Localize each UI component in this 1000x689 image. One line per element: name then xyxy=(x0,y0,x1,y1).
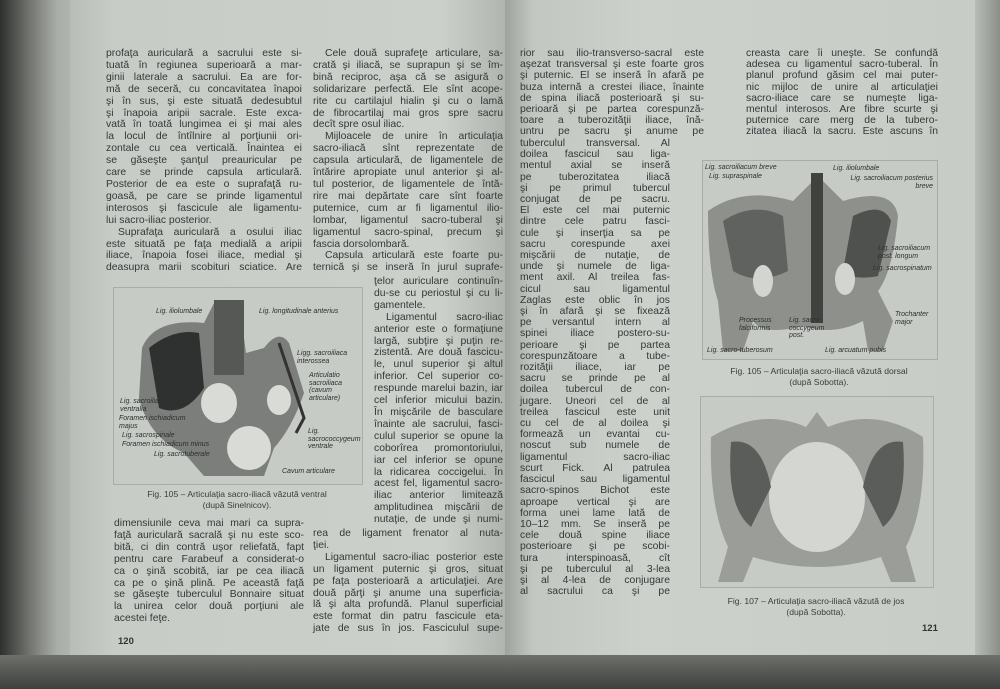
caption-line: Fig. 105 – Articulaţia sacro-iliacă văzută ventral xyxy=(147,489,327,499)
text-line: coborîrea promontoriului, xyxy=(374,442,503,454)
text-line: şi puternic. El se inseră în afară pe xyxy=(520,70,704,82)
table-surface xyxy=(0,655,1000,689)
text-line: două părţi şi anume una superficia- xyxy=(313,587,503,599)
figure-caption-inferior xyxy=(700,596,932,618)
text-line: bită, ci din contră uşor reliefată, fapt xyxy=(114,541,304,553)
page-number-right: 121 xyxy=(922,623,938,634)
text-line: şi în sus, şi este situată dedesubtul xyxy=(106,95,302,107)
fig-label: Trochanter major xyxy=(895,311,929,326)
right-col2 xyxy=(746,48,938,138)
text-line: şi în afară şi se fixează xyxy=(520,306,670,318)
text-line: lombar, ligamentul sacro-tuberal şi xyxy=(313,214,503,226)
fig-label: Lig. sacrospinale xyxy=(122,432,175,439)
left-col1-bottom xyxy=(114,518,304,625)
text-line: gamentele. xyxy=(374,299,426,311)
fig-label: Lig. iliolumbale xyxy=(156,308,203,315)
text-line: Mijloacele de unire în articulaţia xyxy=(325,131,503,143)
text-line: capsula articulară, de ligamentele de xyxy=(313,155,503,167)
text-line: puternice care merg de la tubero- xyxy=(746,115,938,127)
fig-label: Ligg. sacroiliaca interossea xyxy=(297,350,348,365)
text-line: aşezat transversal şi este foarte gros xyxy=(520,59,704,71)
text-line: du-se cu periostul şi cu li- xyxy=(374,287,503,299)
text-line: cu cel de al doilea şi xyxy=(520,418,670,430)
text-line: puternice, cum ar fi ligamentul ilio- xyxy=(313,202,503,214)
text-line: adesea cu ligamentul sacro-tuberal. În xyxy=(746,59,938,71)
text-line: cele două spine iliace xyxy=(520,530,670,542)
text-line: respunde marelui bazin, iar xyxy=(374,383,503,395)
text-line: pe tuberozitatea iliacă xyxy=(520,171,670,183)
text-line: dimensiunile ceva mai mari ca supra- xyxy=(114,518,304,529)
text-line: treilea fascicul este unit xyxy=(520,406,670,418)
text-line: profaţa auriculară a sacrului este si- xyxy=(106,48,302,59)
text-line: deasupra marii scobituri sciatice. Are xyxy=(106,262,302,274)
figure-ventral xyxy=(113,287,363,485)
text-line: culul superior se opune la xyxy=(374,430,503,442)
text-line: tul posterior, de ligamentele de întă- xyxy=(313,178,503,190)
fig-label: Foramen ischiadicum minus xyxy=(122,441,210,448)
right-col1-narrow xyxy=(520,138,670,597)
text-line: formează un evantai cu- xyxy=(520,429,670,441)
text-line: Ligamentul sacro-iliac posterior este xyxy=(325,551,503,563)
text-line: 10–12 mm. Se inseră pe xyxy=(520,518,670,530)
book-right-edge xyxy=(975,0,1000,660)
text-line: ca pe o şină plină. Pe această faţă xyxy=(114,577,304,589)
caption-line: (după Sobotta). xyxy=(786,607,846,617)
text-line: al sacrului ca şi pe xyxy=(520,586,670,598)
text-line: Ligamentul sacro-iliac xyxy=(386,311,503,323)
text-line: Capsula articulară este foarte pu- xyxy=(325,250,503,262)
text-line: buza internă a crestei iliace, înainte xyxy=(520,81,704,93)
left-col2-narrow xyxy=(374,276,503,526)
text-line: doilea tubercul de con- xyxy=(520,384,670,396)
caption-line: Fig. 107 – Articulaţia sacro-iliacă văzută de jos xyxy=(727,596,905,606)
text-line: cule şi inserţia sa pe xyxy=(520,227,670,239)
text-line: tuată în regiunea superioară a mar- xyxy=(106,59,302,71)
text-line: rea de ligament frenator al nuta- xyxy=(313,528,503,539)
text-line: care se prinde capsula articulară. xyxy=(106,167,302,179)
fig-label: Lig. sacrospinatum xyxy=(873,265,932,272)
text-line: dintre cele patru fasci- xyxy=(520,216,670,228)
page-number-left: 120 xyxy=(118,636,134,647)
text-line: sacro-iliacă sînt reprezentate de xyxy=(313,143,503,155)
text-line: sacru se prinde pe al xyxy=(520,373,670,385)
fig-label: Lig. sacroiliacum posterius breve xyxy=(850,175,933,190)
text-line: El este cel mai puternic xyxy=(520,205,670,217)
text-line: Suprafaţa auriculară a osului iliac xyxy=(118,226,302,238)
text-line: forma unei lame lată de xyxy=(520,507,670,519)
text-line: de spina iliacă posterioară şi su- xyxy=(520,92,704,104)
text-line: sacro-spinos Bichot este xyxy=(520,485,670,497)
text-line: amplitudinea mişcării de xyxy=(374,502,503,514)
text-line: ligamentul sacro-iliac xyxy=(520,451,670,463)
text-line: la locul de întîlnire al porţiunii ori- xyxy=(106,131,302,143)
text-line: fascia dorsolombară. xyxy=(313,238,410,250)
fig-label: Lig. sacrotuberale xyxy=(154,451,210,458)
text-line: ginii laterale a sacrului. Ea are for- xyxy=(106,71,302,83)
text-line: şi al 4-lea de conjugare xyxy=(520,574,670,586)
text-line: scurt Fick. Al patrulea xyxy=(520,462,670,474)
text-line: iliace, înapoia fosei iliace, medial şi xyxy=(106,250,302,262)
text-line: zontale cu cea verticală. Înaintea ei xyxy=(106,143,302,155)
text-line: anterior este o formaţiune xyxy=(374,323,503,335)
fig-label: Articulatio sacroiliaca (cavum articulare) xyxy=(309,372,343,402)
text-line: mă de seceră, cu concavitatea înapoi xyxy=(106,83,302,95)
text-line: şi înapoia aripii sacrale. Este exca- xyxy=(106,107,302,119)
fig-label: Lig. supraspinale xyxy=(709,173,762,180)
text-line: nic mijloc de unire al articulaţiei xyxy=(746,81,938,93)
text-line: ternică şi se inseră în jurul suprafe- xyxy=(313,262,503,274)
text-line: perioară şi pe partea corespunză- xyxy=(520,104,704,116)
text-line: este format din patru fascicule eta- xyxy=(313,611,503,623)
text-line: tuberculul transversal. Al xyxy=(520,138,670,149)
text-line: jugare. Uneori cel de al xyxy=(520,395,670,407)
left-col1-top xyxy=(106,48,302,274)
fig-label: Lig. sacroiliacum post. longum xyxy=(878,245,931,260)
text-line: ţelor auriculare continuîn- xyxy=(374,276,503,287)
left-col2-bottom xyxy=(313,528,503,635)
fig-label: Lig. sacrococcygeum ventrale xyxy=(308,428,361,450)
text-line: pe faţa posterioară a articulaţiei. Are xyxy=(313,575,503,587)
text-line: Posterior de ea este o suprafaţă ru- xyxy=(106,178,302,190)
text-line: ligamentul sacro-spinal, precum şi xyxy=(313,226,503,238)
text-line: un ligament puternic şi gros, situat xyxy=(313,563,503,575)
figure-caption-ventral xyxy=(113,489,361,511)
text-line: zistentă. Are două fascicu- xyxy=(374,347,503,359)
text-line: unde şi numele de liga- xyxy=(520,261,670,273)
text-line: Cele două suprafeţe articulare, sa- xyxy=(325,48,503,59)
text-line: şi pe primul tubercul xyxy=(520,182,670,194)
text-line: goasă, pe care se prinde ligamentul xyxy=(106,190,302,202)
text-line: corespunzătoare a tube- xyxy=(520,350,670,362)
text-line: fascicul sau ligamentul xyxy=(520,474,670,486)
text-line: acest fel, ligamentul sacro- xyxy=(374,478,503,490)
fig-label: Lig. sacro-coccygeum post. xyxy=(789,317,825,339)
text-line: posterioare şi pe scobi- xyxy=(520,541,670,553)
text-line: se găseşte tuberculul Bonnaire situat xyxy=(114,589,304,601)
text-line: aproape vertical şi are xyxy=(520,496,670,508)
text-line: nutaţie, de unde şi numi- xyxy=(374,514,503,526)
text-line: crată şi iliacă, se suprapun şi se îm- xyxy=(313,59,503,71)
text-line: bină reciproc, aşa că se asigură o xyxy=(313,71,503,83)
caption-line: Fig. 105 – Articulaţia sacro-iliacă văzută dorsal xyxy=(730,366,908,376)
text-line: mişcării de nutaţie, de xyxy=(520,250,670,262)
text-line: este situată pe faţa medială a aripii xyxy=(106,238,302,250)
text-line: creasta care îi uneşte. Se confundă xyxy=(746,48,938,59)
text-line: ţiei. xyxy=(313,539,330,551)
text-line: conjugat de pe sacru. xyxy=(520,194,670,206)
text-line: ca o şină scobită, iar pe cea iliacă xyxy=(114,565,304,577)
text-line: acestei feţe. xyxy=(114,613,171,625)
figure-caption-dorsal xyxy=(702,366,936,388)
text-line: cel inferior micului bazin. xyxy=(374,395,503,407)
text-line: solidarizare perfectă. Ele sînt acope- xyxy=(313,83,503,95)
text-line: faţă auriculară sacrală şi nu este sco- xyxy=(114,529,304,541)
text-line: zitatea iliacă la sacru. Este ascuns în xyxy=(746,126,938,138)
text-line: toare a tuberozităţii iliace, înă- xyxy=(520,115,704,127)
text-line: vată în toată lungimea ei şi mai ales xyxy=(106,119,302,131)
text-line: la unirea celor două porţiuni ale xyxy=(114,601,304,613)
fig-label: Cavum articulare xyxy=(282,468,335,475)
text-line: cicul sau ligamentul xyxy=(520,283,670,295)
caption-line: (după Sinelnicov). xyxy=(202,500,272,510)
text-line: planul profund găsim cel mai puter- xyxy=(746,70,938,82)
text-line: pe versantul intern al xyxy=(520,317,670,329)
fig-label: Lig. sacroiliacum breve xyxy=(705,164,777,171)
text-line: sacro-iliace care se numeşte liga- xyxy=(746,92,938,104)
text-line: iliac anterior limitează xyxy=(374,490,503,502)
text-line: pentru care Farabeuf a considerat-o xyxy=(114,553,304,565)
fig-label: Lig. arcuatum pubis xyxy=(825,347,887,354)
text-line: untru pe sacru şi anume pe xyxy=(520,126,704,138)
text-line: rozităţii iliace, iar pe xyxy=(520,362,670,374)
fig-label: Lig. iliolumbale xyxy=(833,165,880,172)
text-line: ment axil. Al treilea fas- xyxy=(520,272,670,284)
text-line: de fibrocartilaj mai gros spre sacru xyxy=(313,107,503,119)
text-line: interosos şi fascicule ale ligamentu- xyxy=(106,202,302,214)
text-line: perioare şi pe partea xyxy=(520,339,670,351)
text-line: rior sau ilio-transverso-sacral este xyxy=(520,48,704,59)
text-line: În mişcările de basculare xyxy=(374,406,503,418)
text-line: tura interspinoasă, cît xyxy=(520,552,670,564)
fig-label: Processus falciformis xyxy=(739,317,772,332)
text-line: rite cu cartilajul hialin şi cu o lamă xyxy=(313,95,503,107)
text-line: inferior. Cel superior co- xyxy=(374,371,503,383)
text-line: înainte ale sacrului, fasci- xyxy=(374,418,503,430)
text-line: doilea fascicul sau liga- xyxy=(520,149,670,161)
text-line: iar cel inferior se opune xyxy=(374,454,503,466)
fig-label: Lig. sacro-tuberosum xyxy=(707,347,773,354)
text-line: largă, subţire şi puţin re- xyxy=(374,335,503,347)
figure-dorsal xyxy=(702,160,938,360)
text-line: şi pe tuberculul al 3-lea xyxy=(520,563,670,575)
text-line: întărire apropiate unul anterior şi al- xyxy=(313,167,503,179)
text-line: mentul interosos. Are fibre scurte şi xyxy=(746,104,938,116)
pelvis-inferior-illustration xyxy=(701,397,933,587)
text-line: se găseşte şanţul preauricular pe xyxy=(106,155,302,167)
fig-label: Lig. sacroiliaca ventralia xyxy=(120,398,167,413)
text-line: jate de sus în jos. Fasciculul supe- xyxy=(313,623,503,635)
fig-label: Lig. longitudinale anterius xyxy=(259,308,339,315)
right-col1-wide xyxy=(520,48,704,138)
text-line: la ridicarea coccigelui. În xyxy=(374,466,503,478)
text-line: noscut sub numele de xyxy=(520,440,670,452)
text-line: mentul axial se inseră xyxy=(520,160,670,172)
text-line: rire mai depărtate care sînt foarte xyxy=(313,190,503,202)
text-line: lui sacro-iliac posterior. xyxy=(106,214,212,226)
text-line: lă şi alta profundă. Planul superficial xyxy=(313,599,503,611)
fig-label: Foramen ischiadicum majus xyxy=(119,415,186,430)
text-line: Zaglas este oblic în jos xyxy=(520,294,670,306)
caption-line: (după Sobotta). xyxy=(789,377,849,387)
figure-inferior xyxy=(700,396,934,588)
text-line: sacru corespunde axei xyxy=(520,238,670,250)
text-line: decît spre osul iliac. xyxy=(313,119,405,131)
text-line: spinei iliace postero-su- xyxy=(520,328,670,340)
text-line: le, unul superior şi altul xyxy=(374,359,503,371)
left-col2-top xyxy=(313,48,503,274)
